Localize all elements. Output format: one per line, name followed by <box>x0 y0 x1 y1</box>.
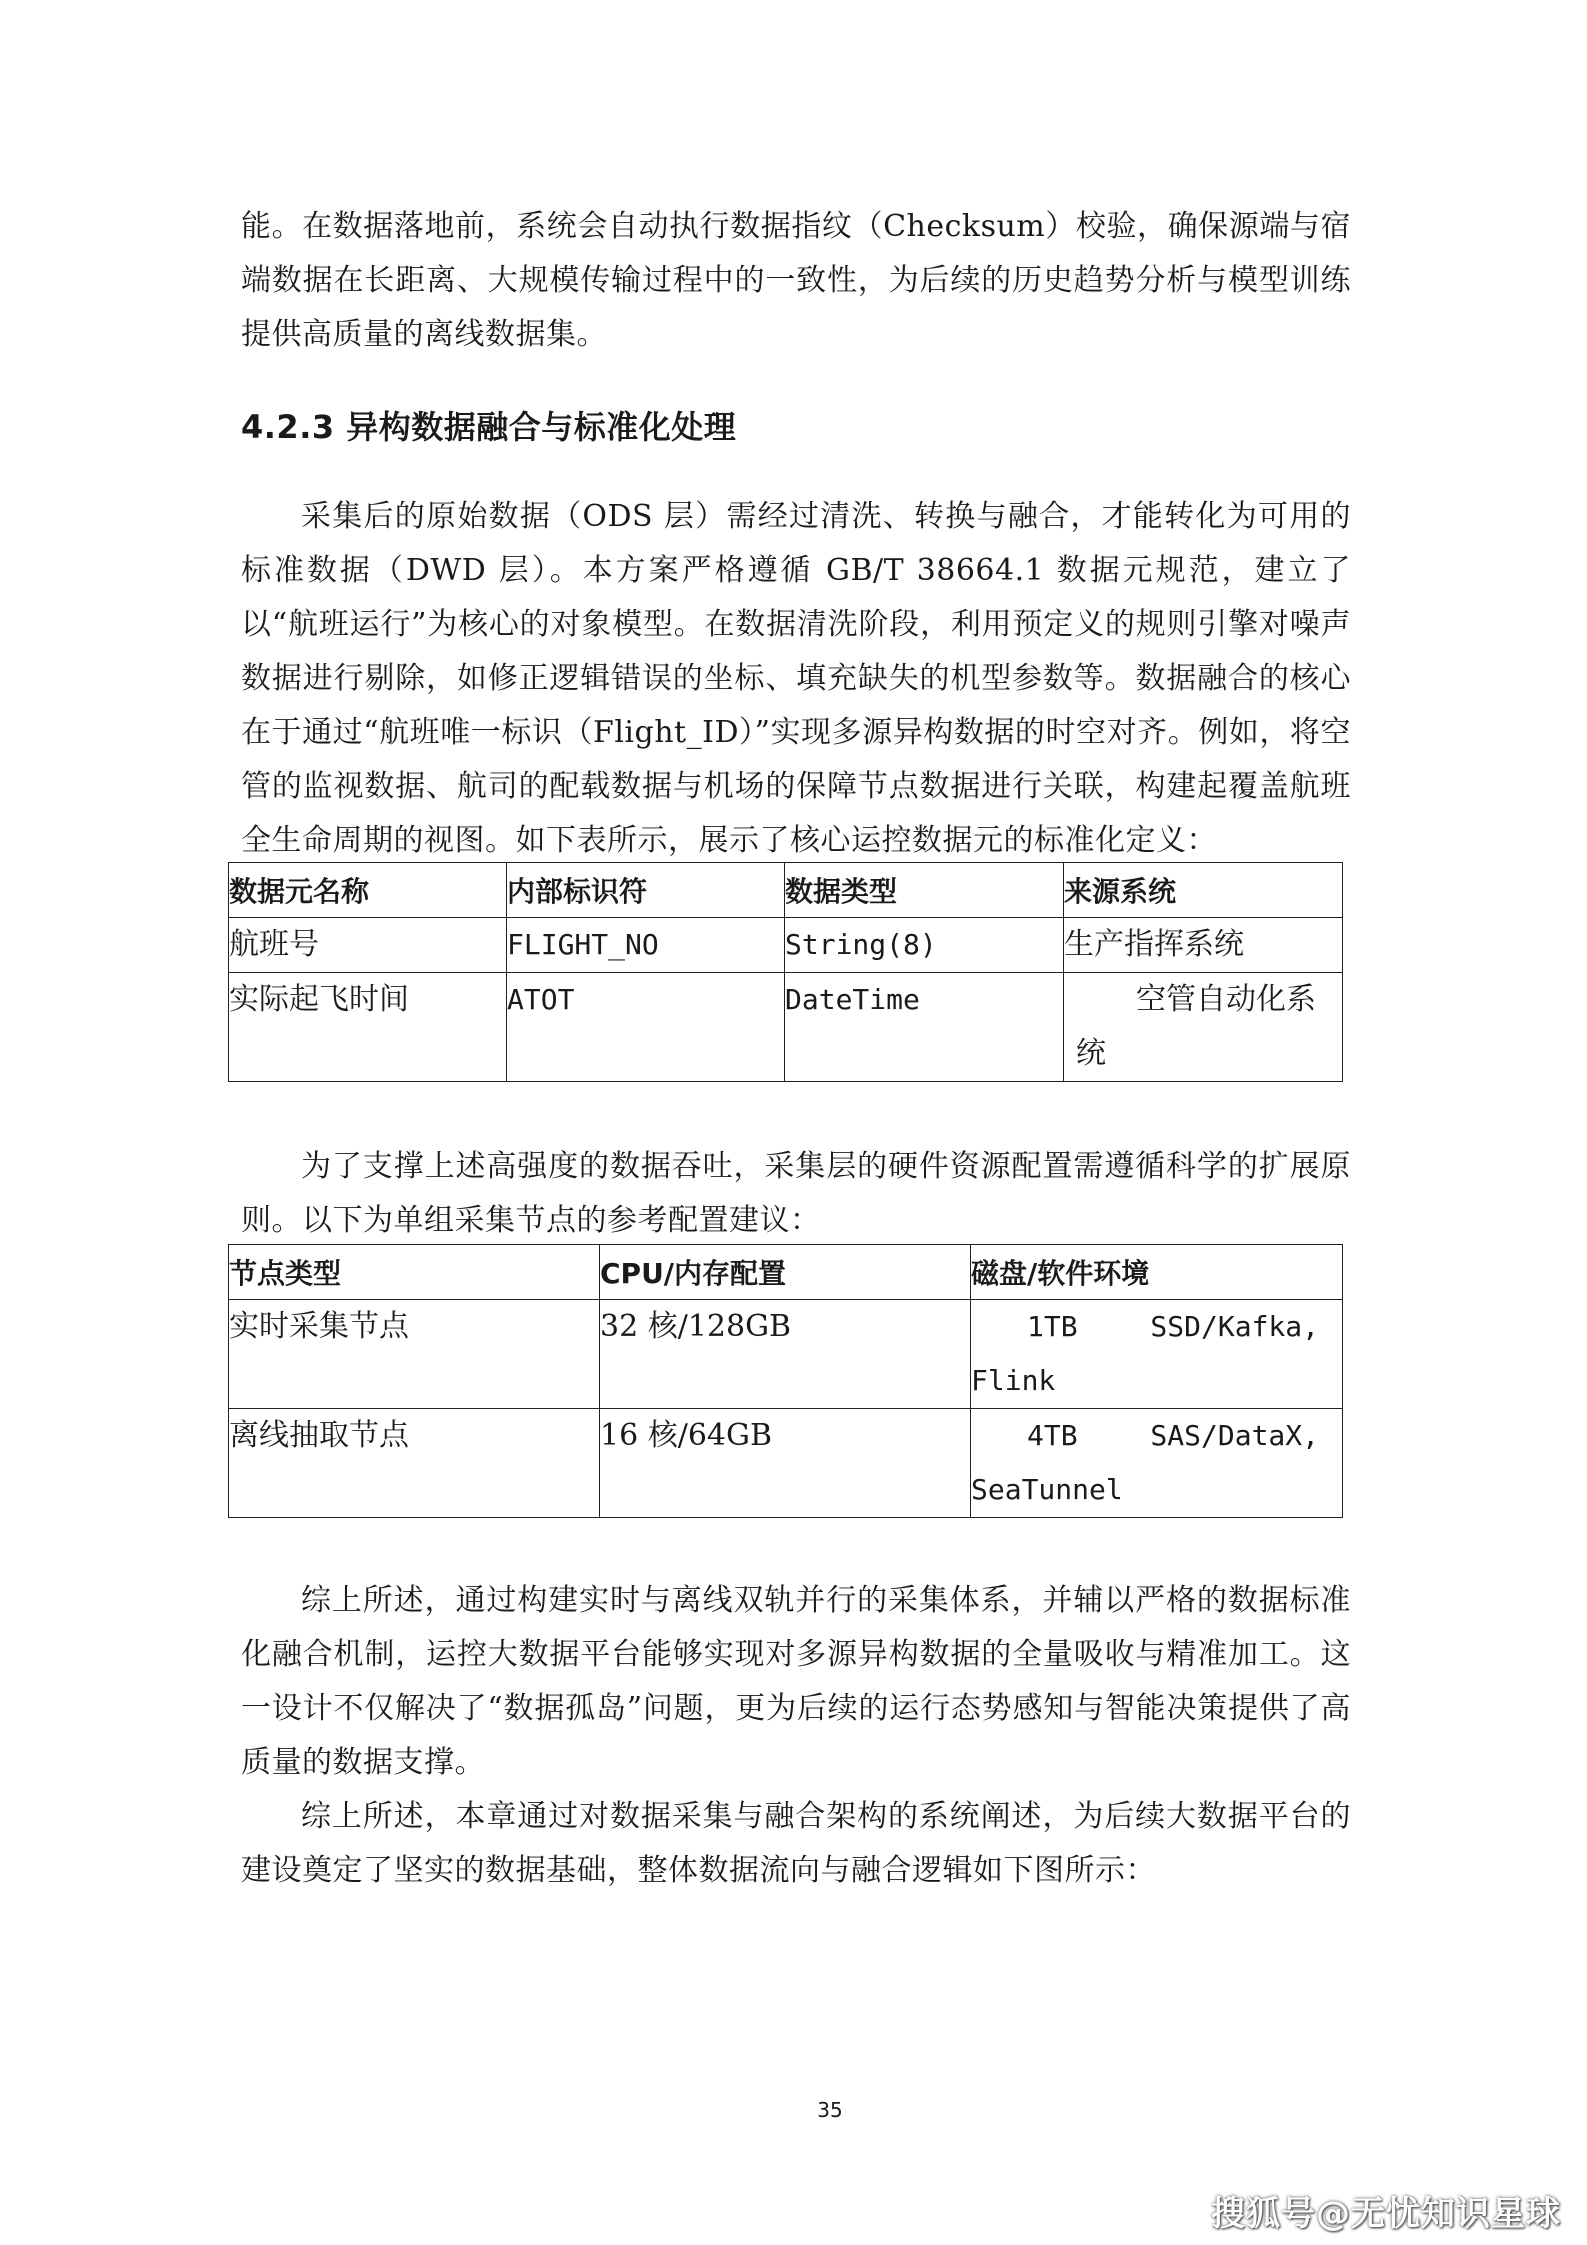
table-cell: DateTime <box>785 973 1064 1082</box>
table-header-cell: 数据元名称 <box>229 863 507 918</box>
section-heading: 4.2.3 异构数据融合与标准化处理 <box>241 408 737 446</box>
table-cell: 实际起飞时间 <box>229 973 507 1082</box>
paragraph-fusion: 采集后的原始数据（ODS 层）需经过清洗、转换与融合，才能转化为可用的标准数据（DWD 层）。本方案严格遵循 GB/T 38664.1 数据元规范，建立了以“航班运行”为核心的对象模型。在数据清洗阶段，利用预定义的规则引擎对噪声数据进行剔除，如修正逻辑错误的坐标、填充缺失的机型参数等。数据融合的核心在于通过“航班唯一标识（Flight_ID）”实现多源异构数据的时空对齐。例如，将空管的监视数据、航司的配载数据与机场的保障节点数据进行关联，构建起覆盖航班全生命周期的视图。如下表所示，展示了核心运控数据元的标准化定义： <box>241 499 1351 858</box>
table-cell: 生产指挥系统 <box>1064 918 1343 973</box>
table-cell: 实时采集节点 <box>229 1300 600 1409</box>
paragraph-hardware: 为了支撑上述高强度的数据吞吐，采集层的硬件资源配置需遵循科学的扩展原则。以下为单组采集节点的参考配置建议： <box>241 1149 1351 1238</box>
table-row <box>229 1300 1343 1409</box>
table-cell: 32 核/128GB <box>600 1300 971 1409</box>
table-header-cell: 数据类型 <box>785 863 1064 918</box>
table-row <box>229 1409 1343 1518</box>
table-row <box>229 918 1343 973</box>
table-header-cell: 来源系统 <box>1064 863 1343 918</box>
node-config-table <box>228 1244 1343 1518</box>
table-cell: ATOT <box>507 973 785 1082</box>
table-header-cell: CPU/内存配置 <box>600 1245 971 1300</box>
table-cell: String(8) <box>785 918 1064 973</box>
table-header-cell: 磁盘/软件环境 <box>971 1245 1343 1300</box>
table-cell: 16 核/64GB <box>600 1409 971 1518</box>
watermark: 搜狐号@无忧知识星球 <box>1211 2194 1561 2234</box>
table-cell: 航班号 <box>229 918 507 973</box>
table-cell: 1TB SSD/Kafka, Flink <box>971 1300 1343 1409</box>
data-element-table <box>228 862 1343 1082</box>
table-header-cell: 内部标识符 <box>507 863 785 918</box>
table-header-row <box>229 1245 1343 1300</box>
table-cell: 4TB SAS/DataX, SeaTunnel <box>971 1409 1343 1518</box>
table-cell: FLIGHT_NO <box>507 918 785 973</box>
page-number: 35 <box>817 2098 843 2122</box>
paragraph-conclusion: 综上所述，本章通过对数据采集与融合架构的系统阐述，为后续大数据平台的建设奠定了坚实的数据基础，整体数据流向与融合逻辑如下图所示： <box>241 1799 1351 1888</box>
table-cell: 离线抽取节点 <box>229 1409 600 1518</box>
table-cell: 空管自动化系统 <box>1064 973 1343 1082</box>
paragraph-summary: 综上所述，通过构建实时与离线双轨并行的采集体系，并辅以严格的数据标准化融合机制，运控大数据平台能够实现对多源异构数据的全量吸收与精准加工。这一设计不仅解决了“数据孤岛”问题，更为后续的运行态势感知与智能决策提供了高质量的数据支撑。 <box>241 1583 1351 1780</box>
table-header-row <box>229 863 1343 918</box>
table-header-cell: 节点类型 <box>229 1245 600 1300</box>
table-row <box>229 973 1343 1082</box>
paragraph-continued: 能。在数据落地前，系统会自动执行数据指纹（Checksum）校验，确保源端与宿端数据在长距离、大规模传输过程中的一致性，为后续的历史趋势分析与模型训练提供高质量的离线数据集。 <box>241 209 1351 352</box>
